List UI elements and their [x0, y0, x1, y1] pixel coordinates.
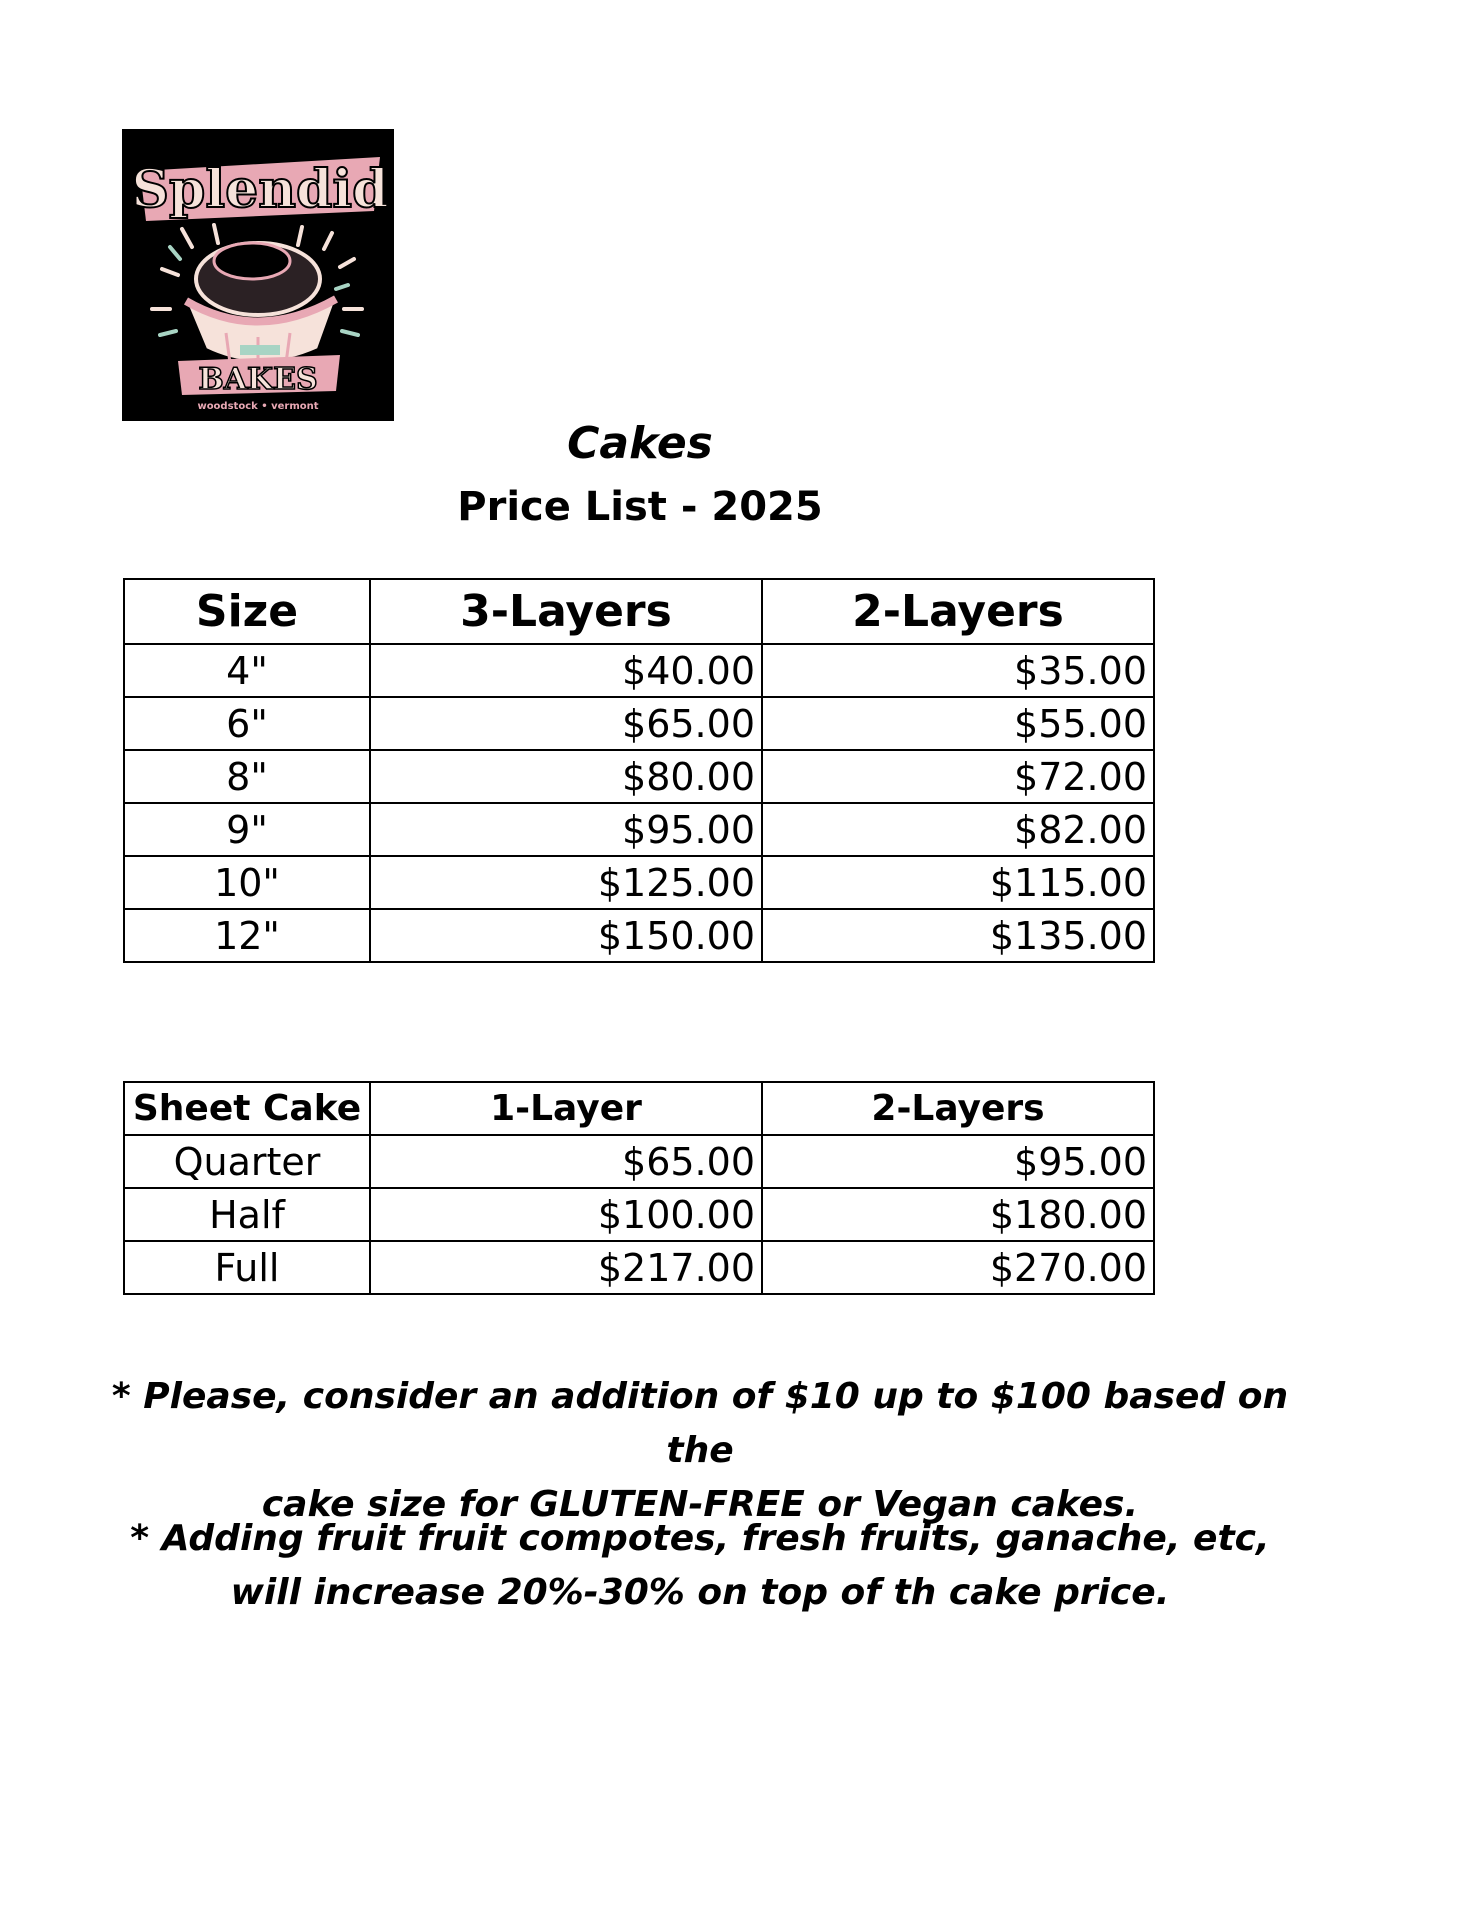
column-header-two-layers: 2-Layers [762, 579, 1154, 644]
three-layer-price-cell: $80.00 [370, 750, 762, 803]
table-row [124, 644, 1154, 697]
cake-price-table [123, 578, 1155, 963]
table-header-row [124, 579, 1154, 644]
one-layer-price-cell: $65.00 [370, 1135, 762, 1188]
splendid-bakes-logo [122, 129, 394, 421]
three-layer-price-cell: $65.00 [370, 697, 762, 750]
column-header-two-layers: 2-Layers [762, 1082, 1154, 1135]
table-row [124, 1241, 1154, 1294]
two-layer-price-cell: $95.00 [762, 1135, 1154, 1188]
table-row [124, 1188, 1154, 1241]
table-row [124, 856, 1154, 909]
table-row [124, 909, 1154, 962]
three-layer-price-cell: $95.00 [370, 803, 762, 856]
cake-size-cell: 6" [124, 697, 370, 750]
sheet-size-cell: Full [124, 1241, 370, 1294]
sheet-size-cell: Quarter [124, 1135, 370, 1188]
two-layer-price-cell: $180.00 [762, 1188, 1154, 1241]
cake-size-cell: 8" [124, 750, 370, 803]
column-header-size: Size [124, 579, 370, 644]
logo-brand-bottom: BAKES [198, 362, 318, 397]
table-row [124, 750, 1154, 803]
cake-size-cell: 9" [124, 803, 370, 856]
two-layer-price-cell: $35.00 [762, 644, 1154, 697]
three-layer-price-cell: $125.00 [370, 856, 762, 909]
cake-size-cell: 12" [124, 909, 370, 962]
cake-size-cell: 4" [124, 644, 370, 697]
column-header-three-layers: 3-Layers [370, 579, 762, 644]
note-line: cake size for GLUTEN-FREE or Vegan cakes. [261, 1484, 1139, 1525]
logo-location: woodstock • vermont [197, 401, 319, 412]
gluten-free-note [100, 1370, 1300, 1532]
three-layer-price-cell: $150.00 [370, 909, 762, 962]
one-layer-price-cell: $217.00 [370, 1241, 762, 1294]
page-subtitle: Price List - 2025 [457, 484, 823, 530]
page-title: Cakes [567, 418, 713, 469]
table-header-row [124, 1082, 1154, 1135]
table-row [124, 803, 1154, 856]
column-header-sheet-cake: Sheet Cake [124, 1082, 370, 1135]
sheet-cake-price-table [123, 1081, 1155, 1295]
three-layer-price-cell: $40.00 [370, 644, 762, 697]
two-layer-price-cell: $55.00 [762, 697, 1154, 750]
note-line: will increase 20%-30% on top of th cake price. [230, 1572, 1170, 1613]
two-layer-price-cell: $72.00 [762, 750, 1154, 803]
two-layer-price-cell: $82.00 [762, 803, 1154, 856]
two-layer-price-cell: $135.00 [762, 909, 1154, 962]
cupcake-logo-icon [122, 129, 394, 421]
logo-brand-top: Splendid [131, 159, 389, 220]
note-line: * Please, consider an addition of $10 up to $100 based on the [111, 1376, 1289, 1471]
note-line: * Adding fruit fruit compotes, fresh fruits, ganache, etc, [130, 1518, 1270, 1559]
sheet-size-cell: Half [124, 1188, 370, 1241]
cake-size-cell: 10" [124, 856, 370, 909]
one-layer-price-cell: $100.00 [370, 1188, 762, 1241]
add-ons-note [100, 1512, 1300, 1620]
table-row [124, 697, 1154, 750]
two-layer-price-cell: $270.00 [762, 1241, 1154, 1294]
table-row [124, 1135, 1154, 1188]
column-header-one-layer: 1-Layer [370, 1082, 762, 1135]
two-layer-price-cell: $115.00 [762, 856, 1154, 909]
